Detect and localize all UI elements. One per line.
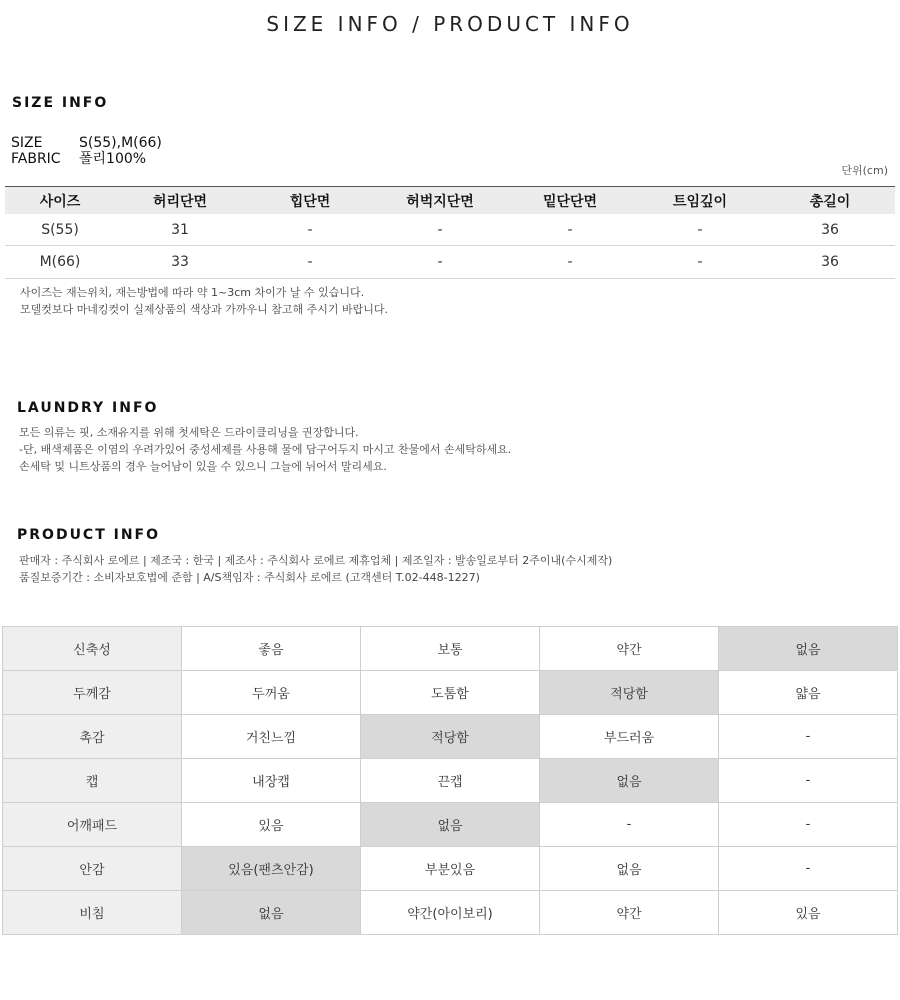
- table-cell: 36: [765, 246, 895, 279]
- attribute-option-selected: 없음: [719, 627, 898, 671]
- table-cell: -: [635, 246, 765, 279]
- col-header: 트임깊이: [635, 187, 765, 215]
- size-table: [5, 186, 895, 279]
- col-header: 힙단면: [245, 187, 375, 215]
- size-line: [11, 135, 162, 151]
- attribute-row: [3, 803, 898, 847]
- table-cell: -: [505, 246, 635, 279]
- attribute-name: 신축성: [3, 627, 182, 671]
- attribute-name: 두께감: [3, 671, 182, 715]
- size-note: 모델컷보다 마네킹컷이 실제상품의 색상과 가까우니 참고해 주시기 바랍니다.: [20, 303, 389, 316]
- laundry-line: 모든 의류는 핏, 소재유지를 위해 첫세탁은 드라이클리닝을 권장합니다.: [19, 426, 359, 439]
- attribute-option: 약간: [540, 627, 719, 671]
- table-cell: -: [245, 214, 375, 246]
- attribute-name: 촉감: [3, 715, 182, 759]
- attribute-option-selected: 없음: [361, 803, 540, 847]
- attribute-option: 없음: [540, 847, 719, 891]
- table-cell: -: [245, 246, 375, 279]
- product-notes: [19, 552, 612, 586]
- attribute-option: 두꺼움: [181, 671, 360, 715]
- attribute-name: 안감: [3, 847, 182, 891]
- attribute-table: [2, 626, 898, 935]
- table-row: [5, 214, 895, 246]
- product-info-heading: PRODUCT INFO: [17, 527, 161, 543]
- size-label: SIZE: [11, 135, 43, 151]
- attribute-option-selected: 없음: [540, 759, 719, 803]
- attribute-option: 부드러움: [540, 715, 719, 759]
- attribute-option: 끈캡: [361, 759, 540, 803]
- fabric-line: [11, 151, 146, 167]
- attribute-option-selected: 적당함: [540, 671, 719, 715]
- laundry-line: -단, 배색제품은 이염의 우려가있어 중성세제를 사용해 물에 담구어두지 마시고 찬물에서 손세탁하세요.: [19, 443, 512, 456]
- attribute-name: 캡: [3, 759, 182, 803]
- table-cell: -: [505, 214, 635, 246]
- table-cell: S(55): [5, 214, 115, 246]
- fabric-value: 폴리100%: [79, 151, 147, 167]
- attribute-row: [3, 759, 898, 803]
- attribute-option: -: [719, 847, 898, 891]
- table-cell: -: [375, 246, 505, 279]
- attribute-option-selected: 없음: [181, 891, 360, 935]
- attribute-option: 좋음: [181, 627, 360, 671]
- attribute-option: -: [719, 803, 898, 847]
- attribute-row: [3, 891, 898, 935]
- attribute-option: 부분있음: [361, 847, 540, 891]
- unit-label: 단위(cm): [841, 164, 888, 177]
- size-note: 사이즈는 재는위치, 재는방법에 따라 약 1~3cm 차이가 날 수 있습니다.: [20, 286, 365, 299]
- attribute-row: [3, 715, 898, 759]
- table-cell: 33: [115, 246, 245, 279]
- attribute-option: 도톰함: [361, 671, 540, 715]
- attribute-row: [3, 847, 898, 891]
- attribute-option: 얇음: [719, 671, 898, 715]
- table-cell: 36: [765, 214, 895, 246]
- attribute-option: 약간(아이보리): [361, 891, 540, 935]
- fabric-label: FABRIC: [11, 151, 61, 167]
- product-line: 품질보증기간 : 소비자보호법에 준함 | A/S책임자 : 주식회사 로에르 (고객센터 T.02-448-1227): [19, 571, 480, 584]
- attribute-option: 있음: [181, 803, 360, 847]
- attribute-option-selected: 적당함: [361, 715, 540, 759]
- table-row: [5, 246, 895, 279]
- size-notes: [20, 284, 388, 318]
- attribute-option: 보통: [361, 627, 540, 671]
- attribute-option: 약간: [540, 891, 719, 935]
- table-cell: 31: [115, 214, 245, 246]
- size-info-heading: SIZE INFO: [12, 95, 109, 111]
- attribute-name: 어깨패드: [3, 803, 182, 847]
- attribute-option-selected: 있음(팬츠안감): [181, 847, 360, 891]
- col-header: 허리단면: [115, 187, 245, 215]
- attribute-row: [3, 627, 898, 671]
- product-line: 판매자 : 주식회사 로에르 | 제조국 : 한국 | 제조사 : 주식회사 로에르 제휴업체 | 제조일자 : 발송일로부터 2주이내(수시제작): [19, 554, 613, 567]
- attribute-option: 거친느낌: [181, 715, 360, 759]
- attribute-name: 비침: [3, 891, 182, 935]
- col-header: 사이즈: [5, 187, 115, 215]
- attribute-option: 내장캡: [181, 759, 360, 803]
- laundry-notes: [19, 424, 511, 475]
- laundry-line: 손세탁 및 니트상품의 경우 늘어남이 있을 수 있으니 그늘에 뉘어서 말리세요.: [19, 460, 387, 473]
- table-cell: -: [375, 214, 505, 246]
- table-cell: M(66): [5, 246, 115, 279]
- size-value: S(55),M(66): [79, 135, 162, 151]
- col-header: 허벅지단면: [375, 187, 505, 215]
- table-cell: -: [635, 214, 765, 246]
- col-header: 밑단단면: [505, 187, 635, 215]
- col-header: 총길이: [765, 187, 895, 215]
- attribute-option: -: [719, 759, 898, 803]
- size-table-header: [5, 187, 895, 215]
- attribute-option: -: [719, 715, 898, 759]
- attribute-option: 있음: [719, 891, 898, 935]
- attribute-row: [3, 671, 898, 715]
- page-title: SIZE INFO / PRODUCT INFO: [266, 12, 634, 36]
- attribute-option: -: [540, 803, 719, 847]
- laundry-info-heading: LAUNDRY INFO: [17, 400, 159, 416]
